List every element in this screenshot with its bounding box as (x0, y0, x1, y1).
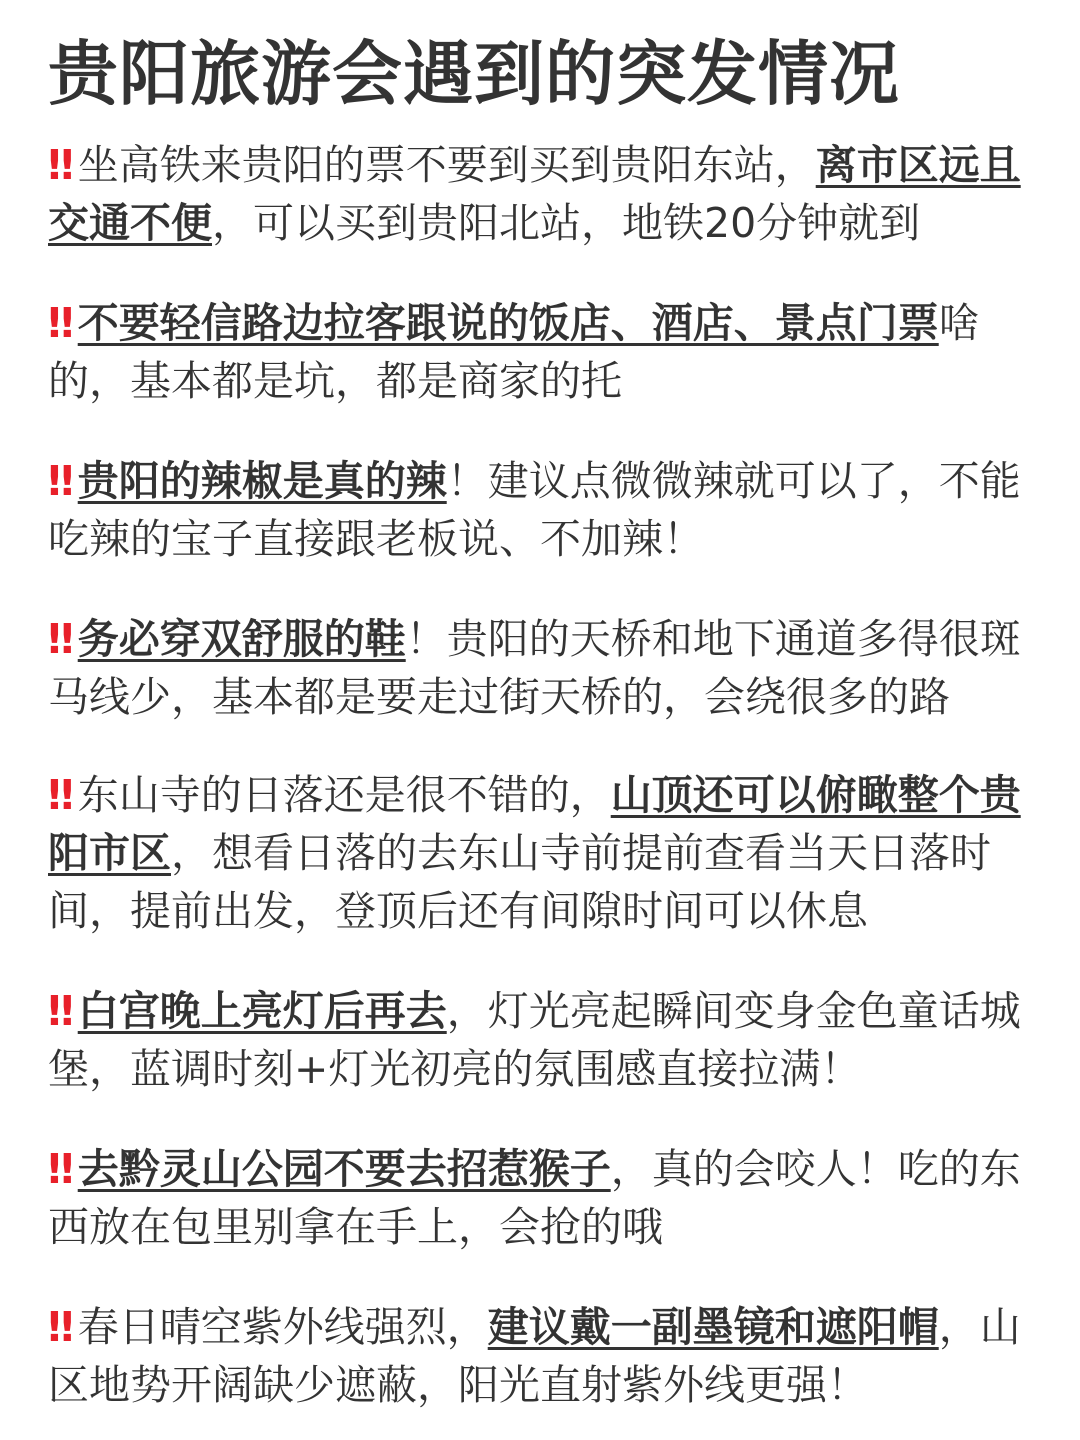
tip-text: 啥的，基本都是坑，都是商家的托 (48, 299, 980, 405)
tip-highlight: 建议戴一副墨镜和遮阳帽 (487, 1303, 939, 1351)
tip-text: ！贵阳的天桥和地下通道多得很斑马线少，基本都是要走过街天桥的，会绕很多的路 (48, 615, 1021, 721)
double-exclamation-icon: ‼ (48, 987, 74, 1035)
tip-highlight: 去黔灵山公园不要去招惹猴子 (77, 1145, 611, 1193)
double-exclamation-icon: ‼ (48, 141, 74, 189)
tip-item (48, 136, 1032, 252)
tip-text: 春日晴空紫外线强烈， (77, 1303, 488, 1351)
tip-highlight: 白宫晚上亮灯后再去 (77, 987, 447, 1035)
tip-item (48, 610, 1032, 726)
tip-item (48, 1298, 1032, 1414)
tip-text: 坐高铁来贵阳的票不要到买到贵阳东站， (77, 141, 816, 189)
tip-text: ，山区地势开阔缺少遮蔽，阳光直射紫外线更强！ (48, 1303, 1021, 1409)
tip-highlight: 离市区远且交通不便 (48, 141, 1021, 247)
tip-highlight: 贵阳的辣椒是真的辣 (77, 457, 447, 505)
tip-item (48, 1140, 1032, 1256)
double-exclamation-icon: ‼ (48, 1145, 74, 1193)
double-exclamation-icon: ‼ (48, 457, 74, 505)
tip-text: ，真的会咬人！吃的东西放在包里别拿在手上，会抢的哦 (48, 1145, 1021, 1251)
double-exclamation-icon: ‼ (48, 299, 74, 347)
double-exclamation-icon: ‼ (48, 1303, 74, 1351)
tip-text: ，可以买到贵阳北站，地铁20分钟就到 (212, 199, 921, 247)
tip-highlight: 务必穿双舒服的鞋 (77, 615, 406, 663)
tip-text: ，想看日落的去东山寺前提前查看当天日落时间，提前出发，登顶后还有间隙时间可以休息 (48, 829, 991, 935)
double-exclamation-icon: ‼ (48, 771, 74, 819)
tip-text: ，灯光亮起瞬间变身金色童话城堡，蓝调时刻+灯光初亮的氛围感直接拉满！ (48, 987, 1021, 1093)
tip-text: 东山寺的日落还是很不错的， (77, 771, 611, 819)
tip-highlight: 山顶还可以俯瞰整个贵阳市区 (48, 771, 1021, 877)
tip-text: ！建议点微微辣就可以了，不能吃辣的宝子直接跟老板说、不加辣！ (48, 457, 1021, 563)
tip-item (48, 766, 1032, 940)
tip-highlight: 不要轻信路边拉客跟说的饭店、酒店、景点门票 (77, 299, 939, 347)
tip-item (48, 294, 1032, 410)
tip-item (48, 982, 1032, 1098)
double-exclamation-icon: ‼ (48, 615, 74, 663)
tip-item (48, 452, 1032, 568)
page-title: 贵阳旅游会遇到的突发情况 (48, 33, 900, 115)
